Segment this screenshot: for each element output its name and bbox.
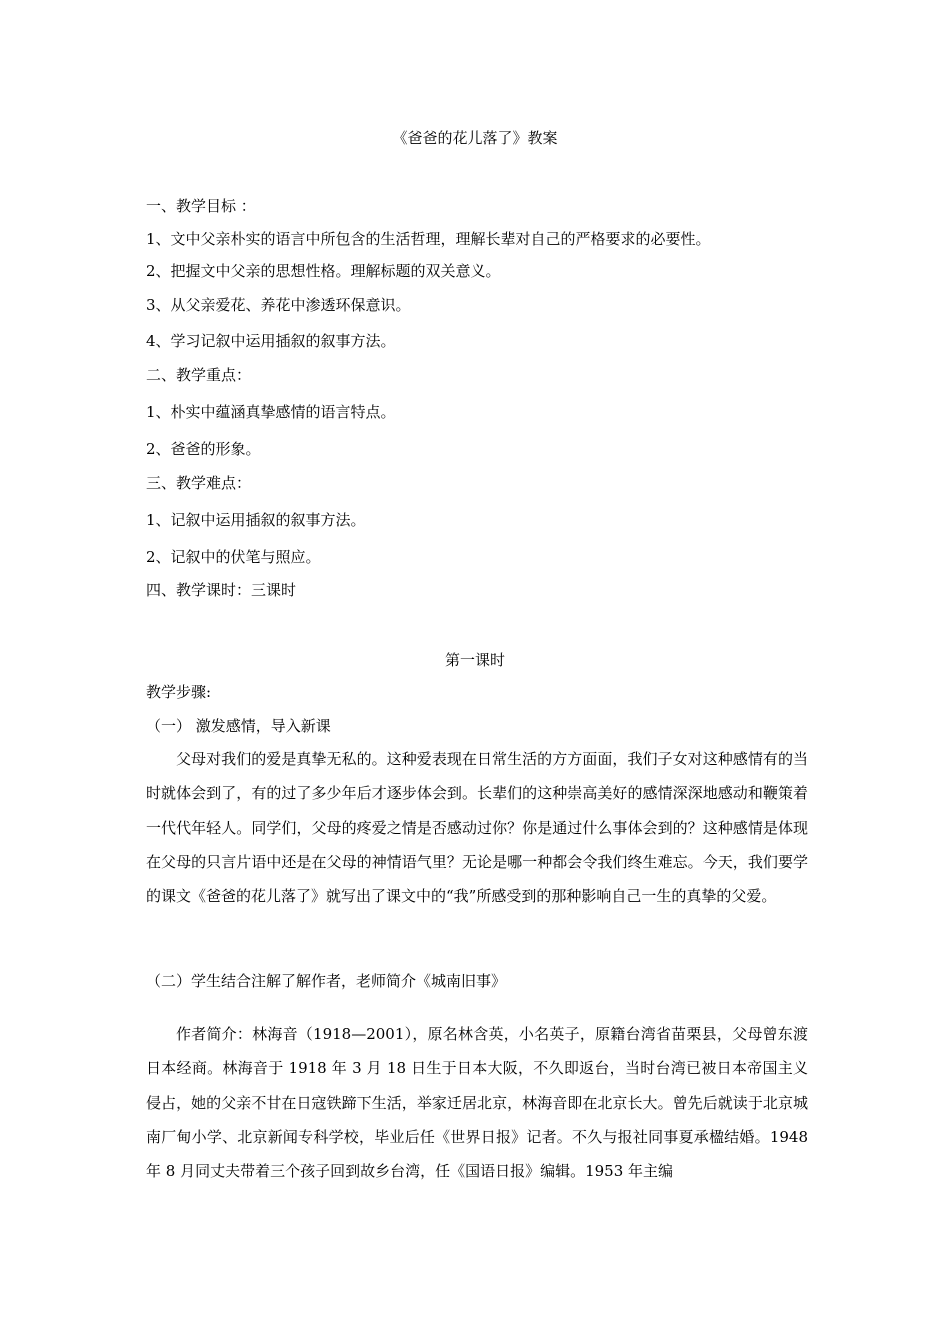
objective-item: 2、把握文中父亲的思想性格。理解标题的双关意义。 — [146, 262, 501, 280]
objectives-heading: 一、教学目标 ： — [146, 197, 256, 215]
objective-item: 4、学习记叙中运用插叙的叙事方法。 — [146, 332, 396, 350]
author-intro-paragraph: 作者简介：林海音（1918—2001），原名林含英，小名英子，原籍台湾省苗栗县，父母曾东渡日本经商。林海音于 1918 年 3 月 18 日生于日本大阪，不久即返台，当时台湾已被日本帝国主义侵占，她的父亲不甘在日寇铁蹄下生活，举家迁居北京，林海音即在北京长大。曾先后就读于北京城南厂甸小学、北京新闻专科学校，毕业后任《世界日报》记者。不久与报社同事夏承楹结婚。1948 年 8 月同丈夫带着三个孩子回到故乡台湾，任《国语日报》编辑。1953 年主编 — [146, 1025, 808, 1181]
difficulty-item: 1、记叙中运用插叙的叙事方法。 — [146, 511, 366, 529]
difficulty-item: 2、记叙中的伏笔与照应。 — [146, 548, 321, 566]
key-points-heading: 二、教学重点： — [146, 366, 252, 384]
step1-heading: （一） 激发感情，导入新课 — [146, 717, 331, 735]
objective-item: 3、从父亲爱花、养花中渗透环保意识。 — [146, 296, 411, 314]
difficulties-heading: 三、教学难点： — [146, 474, 252, 492]
step1-paragraph: 父母对我们的爱是真挚无私的。这种爱表现在日常生活的方方面面，我们子女对这种感情有的当时就体会到了，有的过了多少年后才逐步体会到。长辈们的这种崇高美好的感情深深地感动和鞭策着一代代年轻人。同学们，父母的疼爱之情是否感动过你？你是通过什么事体会到的？这种感情是体现在父母的只言片语中还是在父母的神情语气里？无论是哪一种都会令我们终生难忘。今天，我们要学的课文《爸爸的花儿落了》就写出了课文中的“我”所感受到的那种影响自己一生的真挚的父爱。 — [146, 750, 808, 906]
lesson-heading: 第一课时 — [444, 651, 505, 669]
key-point-item: 1、朴实中蕴涵真挚感情的语言特点。 — [146, 403, 396, 421]
step2-heading: （二）学生结合注解了解作者，老师简介《城南旧事》 — [146, 972, 507, 990]
document-title: 《爸爸的花儿落了》教案 — [392, 129, 558, 147]
key-point-item: 2、爸爸的形象。 — [146, 440, 261, 458]
class-hours: 四、教学课时：三课时 — [146, 581, 297, 599]
steps-label: 教学步骤: — [146, 683, 212, 701]
objective-item: 1、文中父亲朴实的语言中所包含的生活哲理，理解长辈对自己的严格要求的必要性。 — [146, 230, 711, 248]
